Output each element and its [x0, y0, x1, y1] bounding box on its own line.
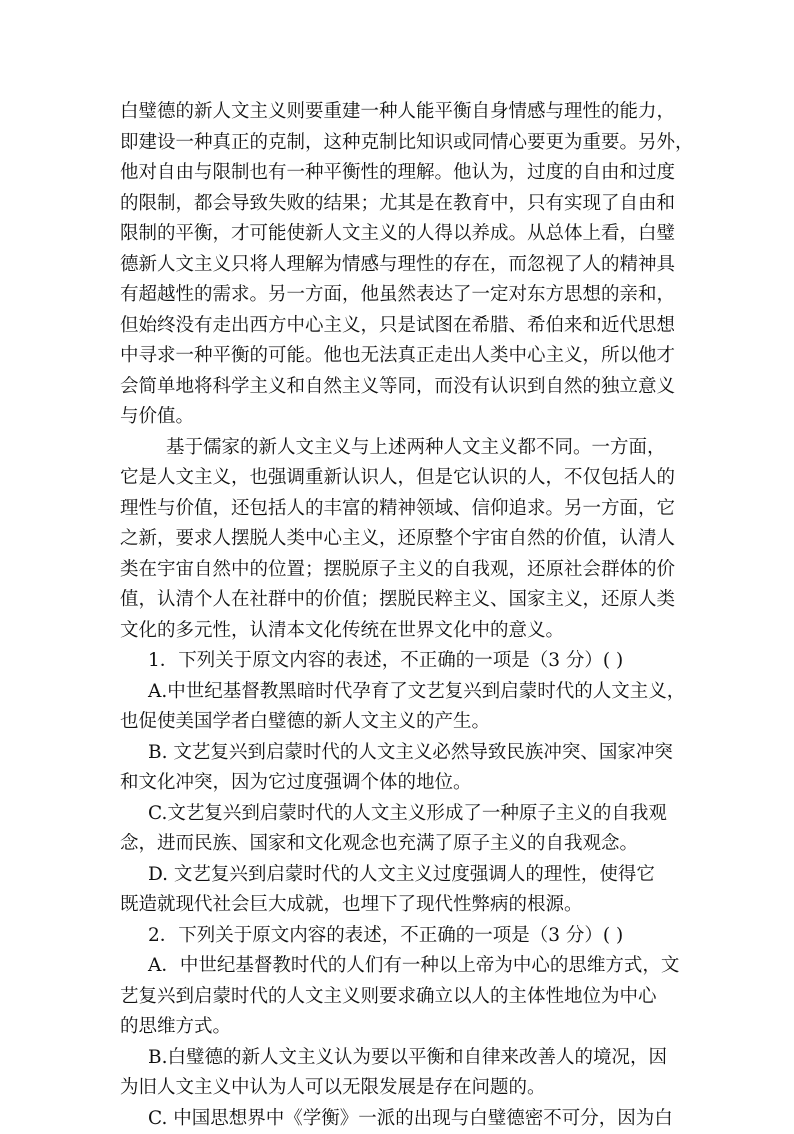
text-line: 白璧德的新人文主义则要重建一种人能平衡自身情感与理性的能力，: [120, 97, 676, 128]
text-line: 艺复兴到启蒙时代的人文主义则要求确立以人的主体性地位为中心: [120, 982, 676, 1013]
option-a: A．中世纪基督教时代的人们有一种以上帝为中心的思维方式，文: [120, 951, 676, 982]
text-line: 文化的多元性，认清本文化传统在世界文化中的意义。: [120, 616, 676, 647]
text-line: 他对自由与限制也有一种平衡性的理解。他认为，过度的自由和过度: [120, 158, 676, 189]
text-line: 和文化冲突，因为它过度强调个体的地位。: [120, 768, 676, 799]
text-line: 的限制，都会导致失败的结果；尤其是在教育中，只有实现了自由和: [120, 189, 676, 220]
option-a: A.中世纪基督教黑暗时代孕育了文艺复兴到启蒙时代的人文主义，: [120, 677, 676, 708]
text-line: 值，认清个人在社群中的价值；摆脱民粹主义、国家主义，还原人类: [120, 585, 676, 616]
text-line: 它是人文主义，也强调重新认识人，但是它认识的人，不仅包括人的: [120, 463, 676, 494]
text-line: 类在宇宙自然中的位置；摆脱原子主义的自我观，还原社会群体的价: [120, 555, 676, 586]
text-line: 念，进而民族、国家和文化观念也充满了原子主义的自我观念。: [120, 829, 676, 860]
option-b: B. 文艺复兴到启蒙时代的人文主义必然导致民族冲突、国家冲突: [120, 738, 676, 769]
text-line: 之新，要求人摆脱人类中心主义，还原整个宇宙自然的价值，认清人: [120, 524, 676, 555]
option-c: C.文艺复兴到启蒙时代的人文主义形成了一种原子主义的自我观: [120, 799, 676, 830]
paragraph-first-line: 基于儒家的新人文主义与上述两种人文主义都不同。一方面，: [120, 433, 676, 464]
document-text: [120, 97, 676, 1134]
text-line: 与价值。: [120, 402, 676, 433]
text-line: 也促使美国学者白璧德的新人文主义的产生。: [120, 707, 676, 738]
text-line: 德新人文主义只将人理解为情感与理性的存在，而忽视了人的精神具: [120, 250, 676, 281]
text-line: 理性与价值，还包括人的丰富的精神领域、信仰追求。另一方面，它: [120, 494, 676, 525]
text-line: 既造就现代社会巨大成就，也埋下了现代性弊病的根源。: [120, 890, 676, 921]
text-line: 会简单地将科学主义和自然主义等同，而没有认识到自然的独立意义: [120, 372, 676, 403]
question-2-stem: 2．下列关于原文内容的表述，不正确的一项是（3 分）( ): [120, 921, 676, 952]
text-line: 但始终没有走出西方中心主义，只是试图在希腊、希伯来和近代思想: [120, 311, 676, 342]
text-line: 中寻求一种平衡的可能。他也无法真正走出人类中心主义，所以他才: [120, 341, 676, 372]
text-line: 限制的平衡，才可能使新人文主义的人得以养成。从总体上看，白璧: [120, 219, 676, 250]
option-b: B.白璧德的新人文主义认为要以平衡和自律来改善人的境况，因: [120, 1043, 676, 1074]
option-c: C. 中国思想界中《学衡》一派的出现与白璧德密不可分，因为白: [120, 1104, 676, 1134]
text-line: 的思维方式。: [120, 1012, 676, 1043]
question-1-stem: 1．下列关于原文内容的表述，不正确的一项是（3 分）( ): [120, 646, 676, 677]
text-line: 有超越性的需求。另一方面，他虽然表达了一定对东方思想的亲和，: [120, 280, 676, 311]
text-line: 即建设一种真正的克制，这种克制比知识或同情心要更为重要。另外，: [120, 128, 676, 159]
option-d: D. 文艺复兴到启蒙时代的人文主义过度强调人的理性，使得它: [120, 860, 676, 891]
text-line: 为旧人文主义中认为人可以无限发展是存在问题的。: [120, 1073, 676, 1104]
